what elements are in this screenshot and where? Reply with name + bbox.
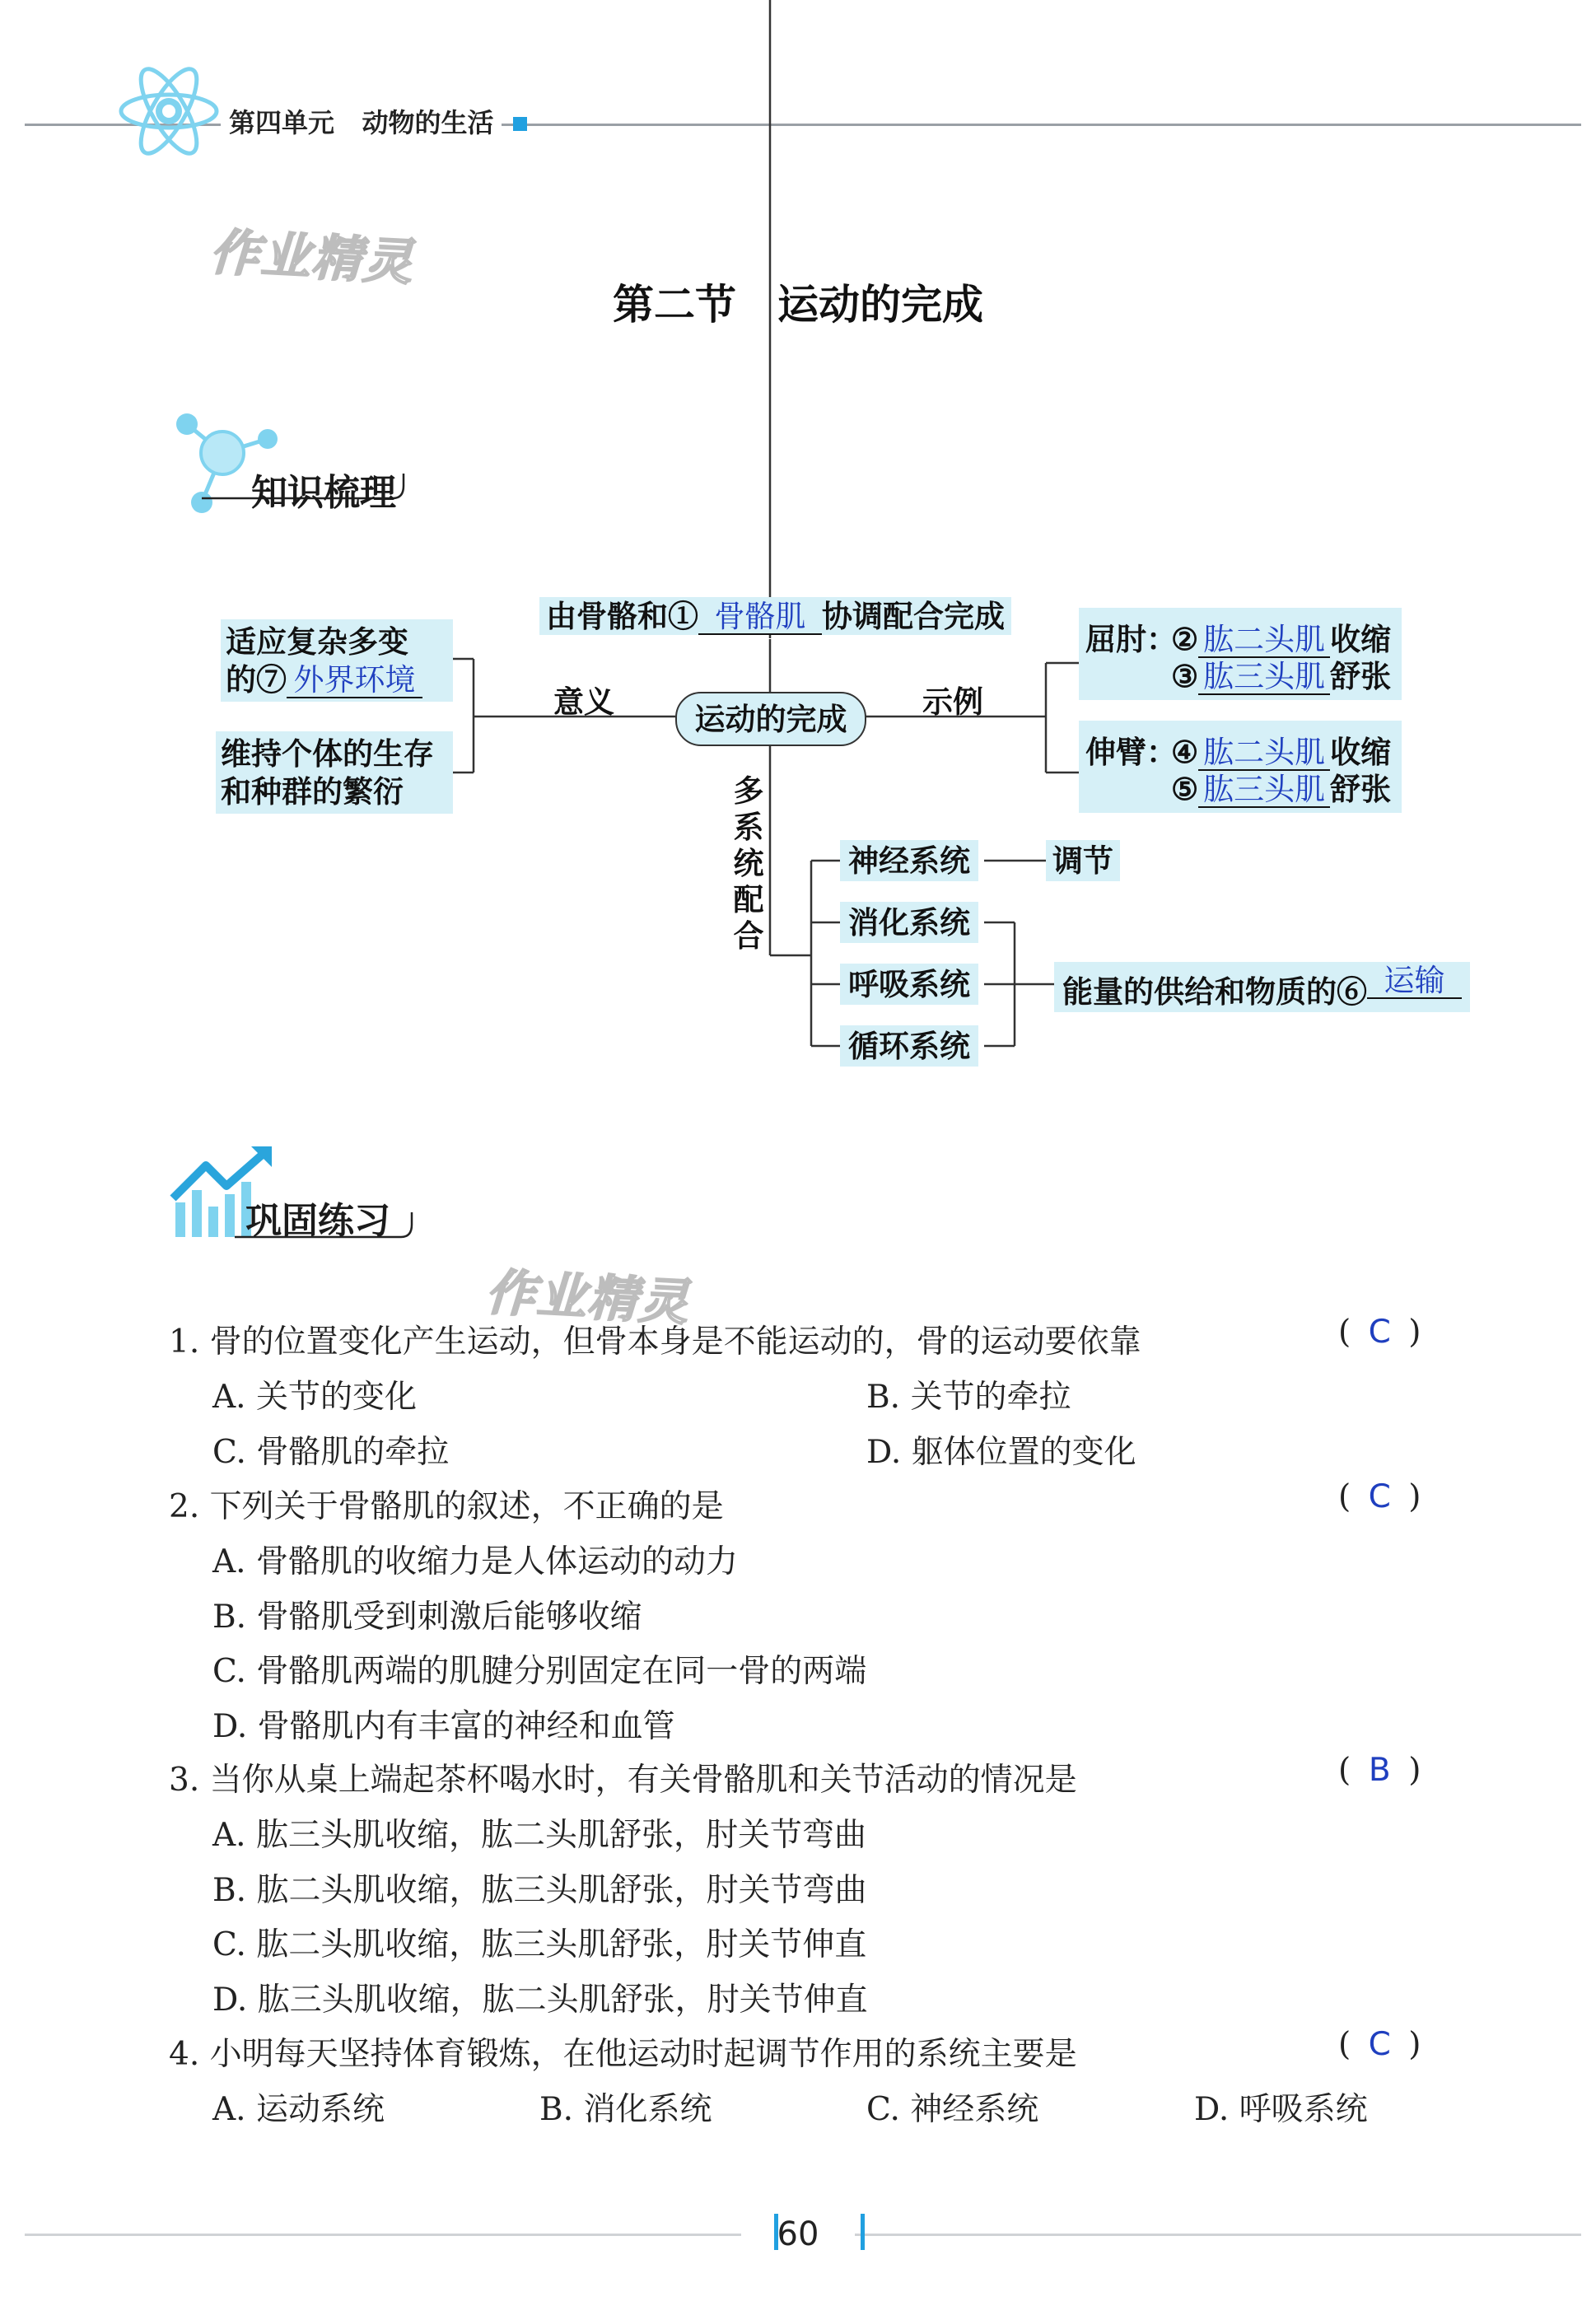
system-circulatory: 循环系统 [840, 1025, 978, 1067]
extend-action-5: 舒张 [1330, 771, 1392, 807]
left2-line1: 维持个体的生存 [221, 735, 434, 772]
option: D. 呼吸系统 [1194, 2091, 1368, 2128]
system-respiratory: 呼吸系统 [840, 964, 978, 1005]
question-stem: 1. 骨的位置变化产生运动，但骨本身是不能运动的，骨的运动要依靠 [169, 1323, 1141, 1361]
flex-action-3: 舒张 [1330, 658, 1392, 694]
mindmap-left-box-2 [216, 731, 453, 814]
answer-paren: ( C ) [1338, 2026, 1421, 2063]
option: A. 肱三头肌收缩，肱二头肌舒张，肘关节弯曲 [212, 1817, 866, 1854]
answer-choice: C [1368, 2026, 1391, 2063]
answer-5: 肱三头肌 [1203, 772, 1326, 807]
option: A. 骨骼肌的收缩力是人体运动的动力 [212, 1543, 738, 1580]
option: A. 运动系统 [212, 2091, 385, 2128]
option: B. 骨骼肌受到刺激后能够收缩 [212, 1599, 642, 1636]
num-3: ③ [1171, 658, 1199, 694]
page-number: 60 [777, 2215, 819, 2253]
answer-2: 肱二头肌 [1203, 622, 1326, 657]
option: B. 肱二头肌收缩，肱三头肌舒张，肘关节弯曲 [212, 1872, 867, 1909]
option: C. 骨骼肌的牵拉 [212, 1434, 450, 1471]
option: A. 关节的变化 [212, 1379, 417, 1416]
left2-line2: 和种群的繁衍 [221, 773, 404, 810]
answer-choice: B [1368, 1752, 1391, 1789]
label-meaning: 意义 [553, 684, 614, 720]
left1-line1: 适应复杂多变 [226, 623, 408, 660]
answer-paren: ( C ) [1338, 1478, 1421, 1515]
answer-6: 运输 [1384, 963, 1445, 998]
answer-paren: ( B ) [1338, 1752, 1421, 1789]
watermark: 作业精灵 [484, 1263, 692, 1333]
mindmap-center: 运动的完成 [675, 692, 866, 746]
label-example: 示例 [922, 684, 983, 720]
question-stem: 4. 小明每天坚持体育锻炼，在他运动时起调节作用的系统主要是 [169, 2036, 1077, 2073]
unit-name: 动物的生活 [362, 107, 494, 138]
watermark: 作业精灵 [208, 223, 416, 292]
num-2: ② [1171, 621, 1199, 657]
flex-label: 屈肘： [1085, 621, 1177, 657]
option: C. 肱二头肌收缩，肱三头肌舒张，肘关节伸直 [212, 1926, 867, 1963]
extend-action-4: 收缩 [1330, 734, 1392, 770]
option: D. 肱三头肌收缩，肱二头肌舒张，肘关节伸直 [212, 1982, 868, 2019]
mindmap-flex-box [1079, 608, 1402, 700]
system-nerve: 神经系统 [840, 840, 978, 881]
energy-box [1054, 962, 1470, 1012]
section-title-knowledge: 知识梳理 [251, 472, 396, 514]
left1-prefix: 的⑦ [226, 661, 287, 698]
answer-paren: ( C ) [1338, 1314, 1421, 1351]
answer-7: 外界环境 [293, 662, 416, 698]
label-multi-system: 多系统配合 [733, 773, 764, 954]
answer-choice: C [1368, 1314, 1391, 1351]
num-5: ⑤ [1171, 771, 1199, 807]
system-digest: 消化系统 [840, 902, 978, 943]
answer-choice: C [1368, 1478, 1391, 1515]
option: B. 消化系统 [539, 2091, 712, 2128]
mindmap-left-box-1 [221, 619, 453, 702]
flex-action-2: 收缩 [1330, 621, 1392, 657]
answer-4: 肱二头肌 [1203, 735, 1326, 770]
mindmap-extend-box [1079, 721, 1402, 813]
mindmap-top-box [539, 597, 1011, 635]
option: C. 神经系统 [866, 2091, 1039, 2128]
mindmap-connectors [0, 0, 1596, 1071]
question-stem: 2. 下列关于骨骼肌的叙述，不正确的是 [169, 1488, 724, 1525]
top-prefix: 由骨骼和① [546, 598, 698, 634]
num-4: ④ [1171, 734, 1199, 770]
top-suffix: 协调配合完成 [822, 598, 1005, 634]
answer-1: 骨骼肌 [714, 599, 806, 634]
option: C. 骨骼肌两端的肌腱分别固定在同一骨的两端 [212, 1653, 867, 1690]
option: D. 躯体位置的变化 [866, 1434, 1136, 1471]
system-nerve-role: 调节 [1046, 840, 1120, 881]
option: B. 关节的牵拉 [866, 1379, 1071, 1416]
answer-3: 肱三头肌 [1203, 659, 1326, 694]
page-title: 第二节 运动的完成 [613, 281, 983, 329]
section-title-practice: 巩固练习 [245, 1200, 390, 1242]
question-stem: 3. 当你从桌上端起茶杯喝水时，有关骨骼肌和关节活动的情况是 [169, 1762, 1077, 1799]
unit-label: 第四单元 [229, 107, 335, 138]
energy-prefix: 能量的供给和物质的⑥ [1062, 973, 1367, 1010]
option: D. 骨骼肌内有丰富的神经和血管 [212, 1708, 675, 1745]
extend-label: 伸臂： [1085, 734, 1177, 770]
